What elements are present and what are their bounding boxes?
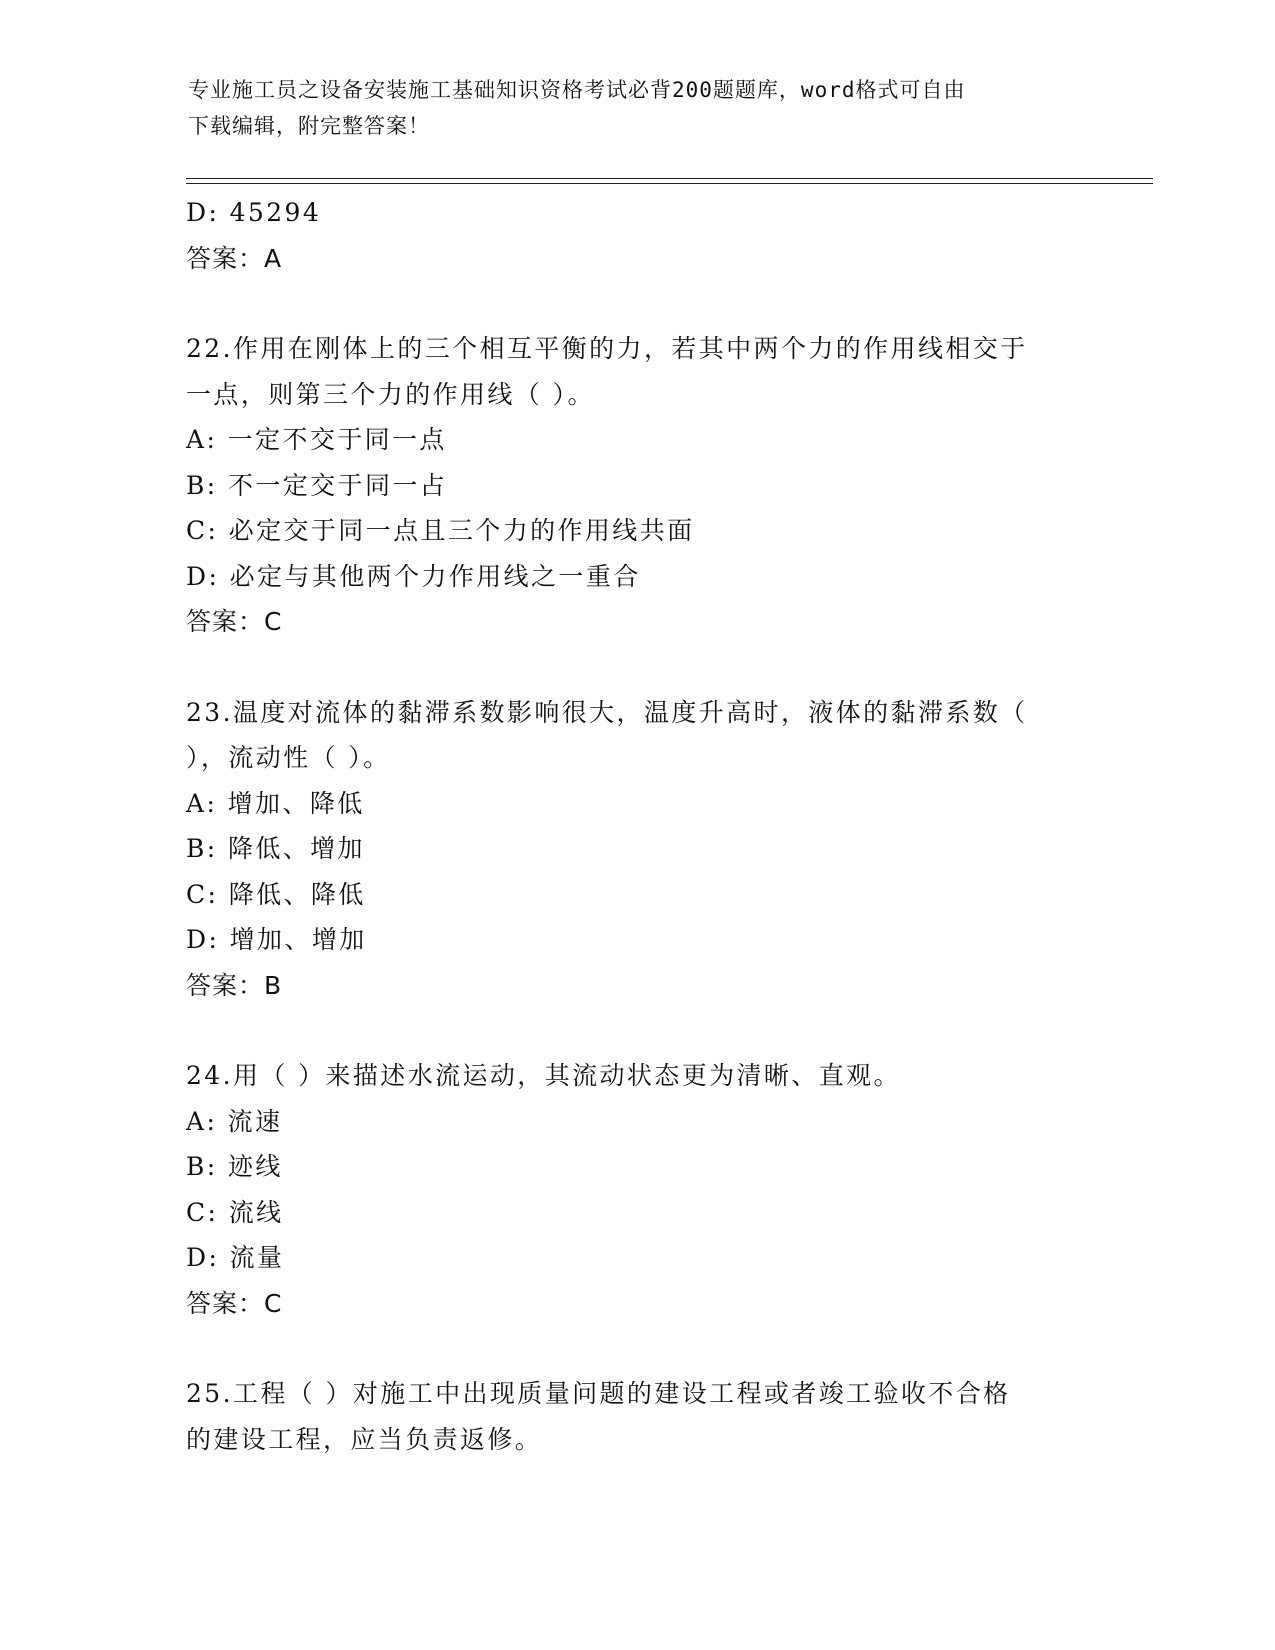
- option-d: D: 45294: [186, 198, 322, 227]
- question-24: [186, 1053, 1086, 1326]
- answer: 答案：C: [186, 607, 283, 636]
- question-stem: 24.用（ ）来描述水流运动，其流动状态更为清晰、直观。: [186, 1061, 901, 1090]
- option-d: D: 增加、增加: [186, 925, 367, 954]
- option-a: A: 一定不交于同一点: [186, 425, 447, 454]
- spacer: [186, 281, 1086, 326]
- header-line-1: 专业施工员之设备安装施工基础知识资格考试必背200题题库，word格式可自由: [188, 78, 966, 102]
- question-stem: 25.工程（ ）对施工中出现质量问题的建设工程或者竣工验收不合格: [186, 1379, 1011, 1408]
- question-stem: 23.温度对流体的黏滞系数影响很大，温度升高时，液体的黏滞系数（: [186, 697, 1028, 727]
- question-stem-cont: 的建设工程，应当负责返修。: [186, 1424, 543, 1454]
- question-22: [186, 326, 1086, 645]
- spacer: [186, 1008, 1086, 1053]
- spacer: [186, 1326, 1086, 1371]
- option-c: C: 必定交于同一点且三个力的作用线共面: [186, 516, 695, 545]
- option-a: A: 增加、降低: [186, 788, 365, 818]
- question-25: [186, 1371, 1086, 1462]
- answer: 答案：A: [186, 243, 283, 273]
- question-23: [186, 690, 1086, 1009]
- option-d: D: 流量: [186, 1243, 285, 1272]
- document-header: [188, 72, 1068, 144]
- spacer: [186, 645, 1086, 690]
- option-c: C: 流线: [186, 1197, 284, 1227]
- question-21-tail: [186, 190, 1086, 281]
- option-c: C: 降低、降低: [186, 879, 366, 909]
- question-stem-cont: 一点，则第三个力的作用线（ ）。: [186, 379, 595, 409]
- question-stem-cont: ），流动性（ ）。: [186, 743, 391, 772]
- header-rule-top: [186, 178, 1153, 179]
- answer: 答案：B: [186, 970, 283, 1000]
- option-b: B: 迹线: [186, 1152, 283, 1181]
- answer: 答案：C: [186, 1288, 283, 1318]
- option-b: B: 降低、增加: [186, 834, 365, 863]
- option-b: B: 不一定交于同一占: [186, 470, 448, 500]
- header-line-2: 下载编辑，附完整答案！: [188, 114, 430, 138]
- option-a: A: 流速: [186, 1106, 283, 1136]
- option-d: D: 必定与其他两个力作用线之一重合: [186, 561, 641, 591]
- header-rule-bottom: [186, 183, 1153, 184]
- question-list: [186, 190, 1086, 1462]
- question-stem: 22.作用在刚体上的三个相互平衡的力，若其中两个力的作用线相交于: [186, 334, 1028, 363]
